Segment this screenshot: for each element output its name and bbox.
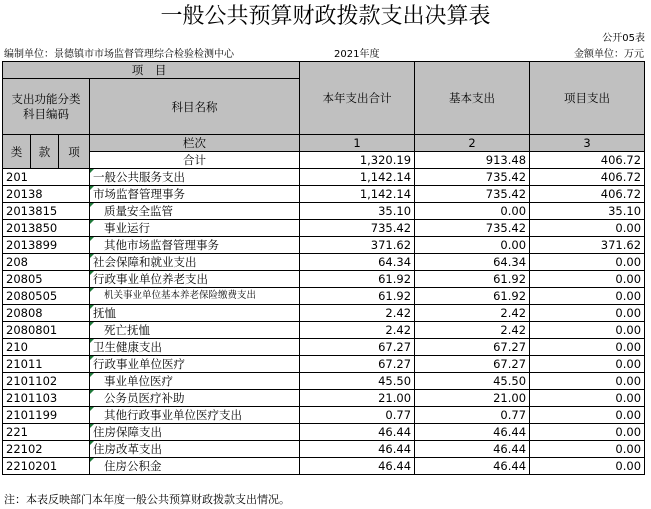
report-year: 2021年度 [334, 49, 380, 60]
table-row [3, 288, 645, 305]
row-total: 46.44 [300, 424, 415, 441]
expenditure-table [2, 61, 645, 475]
row-name: 质量安全监管 [90, 203, 300, 220]
table-row [3, 339, 645, 356]
row-project: 0.00 [530, 373, 645, 390]
table-row [3, 424, 645, 441]
row-basic: 735.42 [415, 220, 530, 237]
row-project: 0.00 [530, 271, 645, 288]
row-code: 221 [3, 424, 90, 441]
row-basic: 21.00 [415, 390, 530, 407]
table-row [3, 322, 645, 339]
row-name: 公务员医疗补助 [90, 390, 300, 407]
row-code: 2080801 [3, 322, 90, 339]
row-total: 2.42 [300, 305, 415, 322]
row-name: 卫生健康支出 [90, 339, 300, 356]
header-xiang: 项 [59, 135, 90, 169]
row-basic: 0.00 [415, 237, 530, 254]
header-row-5 [3, 152, 645, 169]
table-row [3, 356, 645, 373]
header-kuan: 款 [31, 135, 59, 169]
header-project: 项目支出 [530, 62, 645, 135]
row-name: 死亡抚恤 [90, 322, 300, 339]
row-total: 371.62 [300, 237, 415, 254]
row-code: 2080505 [3, 288, 90, 305]
row-basic: 64.34 [415, 254, 530, 271]
row-name: 抚恤 [90, 305, 300, 322]
sum-total: 1,320.19 [300, 152, 415, 169]
row-total: 21.00 [300, 390, 415, 407]
row-code: 2101199 [3, 407, 90, 424]
sum-label: 合计 [90, 152, 300, 169]
table-row [3, 220, 645, 237]
row-basic: 61.92 [415, 288, 530, 305]
row-total: 0.77 [300, 407, 415, 424]
row-code: 210 [3, 339, 90, 356]
row-total: 1,142.14 [300, 169, 415, 186]
table-row [3, 186, 645, 203]
row-name: 住房公积金 [90, 458, 300, 475]
row-basic: 67.27 [415, 339, 530, 356]
row-code: 22102 [3, 441, 90, 458]
sum-basic: 913.48 [415, 152, 530, 169]
row-basic: 2.42 [415, 305, 530, 322]
row-name: 社会保障和就业支出 [90, 254, 300, 271]
table-row [3, 305, 645, 322]
header-row-1 [3, 62, 645, 79]
row-project: 406.72 [530, 169, 645, 186]
row-code: 21011 [3, 356, 90, 373]
row-basic: 735.42 [415, 169, 530, 186]
row-total: 61.92 [300, 288, 415, 305]
row-name: 市场监督管理事务 [90, 186, 300, 203]
row-basic: 46.44 [415, 424, 530, 441]
header-col3: 3 [530, 135, 645, 152]
header-basic: 基本支出 [415, 62, 530, 135]
row-code: 2013850 [3, 220, 90, 237]
row-code: 201 [3, 169, 90, 186]
table-row [3, 373, 645, 390]
row-basic: 61.92 [415, 271, 530, 288]
header-name-label: 科目名称 [90, 79, 300, 135]
header-col1: 1 [300, 135, 415, 152]
row-basic: 2.42 [415, 322, 530, 339]
row-project: 35.10 [530, 203, 645, 220]
row-total: 46.44 [300, 441, 415, 458]
form-number: 公开05表 [602, 33, 645, 44]
row-name: 住房改革支出 [90, 441, 300, 458]
row-name: 行政事业单位医疗 [90, 356, 300, 373]
row-basic: 46.44 [415, 458, 530, 475]
row-project: 0.00 [530, 288, 645, 305]
row-code: 20138 [3, 186, 90, 203]
row-total: 2.42 [300, 322, 415, 339]
row-total: 64.34 [300, 254, 415, 271]
table-row [3, 458, 645, 475]
row-total: 1,142.14 [300, 186, 415, 203]
header-row-4 [3, 135, 645, 152]
row-basic: 67.27 [415, 356, 530, 373]
row-basic: 735.42 [415, 186, 530, 203]
table-row [3, 254, 645, 271]
row-basic: 46.44 [415, 441, 530, 458]
row-total: 35.10 [300, 203, 415, 220]
row-name: 住房保障支出 [90, 424, 300, 441]
table-row [3, 441, 645, 458]
org-name: 编制单位：景德镇市市场监督管理综合检验检测中心 [4, 49, 234, 60]
row-name: 机关事业单位基本养老保险缴费支出 [90, 288, 300, 305]
table-row [3, 203, 645, 220]
row-code: 2013899 [3, 237, 90, 254]
row-basic: 0.00 [415, 203, 530, 220]
row-project: 0.00 [530, 390, 645, 407]
row-code: 208 [3, 254, 90, 271]
row-name: 一般公共服务支出 [90, 169, 300, 186]
row-project: 0.00 [530, 220, 645, 237]
row-basic: 0.77 [415, 407, 530, 424]
row-name: 其他市场监督管理事务 [90, 237, 300, 254]
row-code: 2101102 [3, 373, 90, 390]
row-project: 0.00 [530, 458, 645, 475]
row-total: 67.27 [300, 339, 415, 356]
row-code: 20805 [3, 271, 90, 288]
row-total: 46.44 [300, 458, 415, 475]
table-row [3, 390, 645, 407]
sum-project: 406.72 [530, 152, 645, 169]
row-project: 0.00 [530, 441, 645, 458]
page-title: 一般公共预算财政拨款支出决算表 [160, 4, 491, 29]
row-project: 371.62 [530, 237, 645, 254]
row-name: 事业运行 [90, 220, 300, 237]
row-total: 45.50 [300, 373, 415, 390]
row-total: 61.92 [300, 271, 415, 288]
row-project: 0.00 [530, 305, 645, 322]
row-code: 2101103 [3, 390, 90, 407]
row-project: 406.72 [530, 186, 645, 203]
header-item: 项 目 [3, 62, 300, 79]
header-row-no: 栏次 [90, 135, 300, 152]
row-name: 其他行政事业单位医疗支出 [90, 407, 300, 424]
amount-unit: 金额单位：万元 [574, 49, 644, 60]
row-project: 0.00 [530, 424, 645, 441]
header-col2: 2 [415, 135, 530, 152]
table-note: 注：本表反映部门本年度一般公共预算财政拨款支出情况。 [4, 493, 290, 506]
meta-row [4, 48, 644, 61]
table-row [3, 271, 645, 288]
row-project: 0.00 [530, 254, 645, 271]
row-project: 0.00 [530, 322, 645, 339]
header-lei: 类 [3, 135, 31, 169]
table-row [3, 237, 645, 254]
header-total: 本年支出合计 [300, 62, 415, 135]
row-total: 735.42 [300, 220, 415, 237]
header-code-label: 支出功能分类 科目编码 [3, 79, 90, 135]
row-basic: 45.50 [415, 373, 530, 390]
row-code: 2013815 [3, 203, 90, 220]
row-name: 行政事业单位养老支出 [90, 271, 300, 288]
table-row [3, 169, 645, 186]
row-project: 0.00 [530, 407, 645, 424]
row-project: 0.00 [530, 339, 645, 356]
row-code: 2210201 [3, 458, 90, 475]
table-row [3, 407, 645, 424]
row-project: 0.00 [530, 356, 645, 373]
row-name: 事业单位医疗 [90, 373, 300, 390]
row-total: 67.27 [300, 356, 415, 373]
row-code: 20808 [3, 305, 90, 322]
